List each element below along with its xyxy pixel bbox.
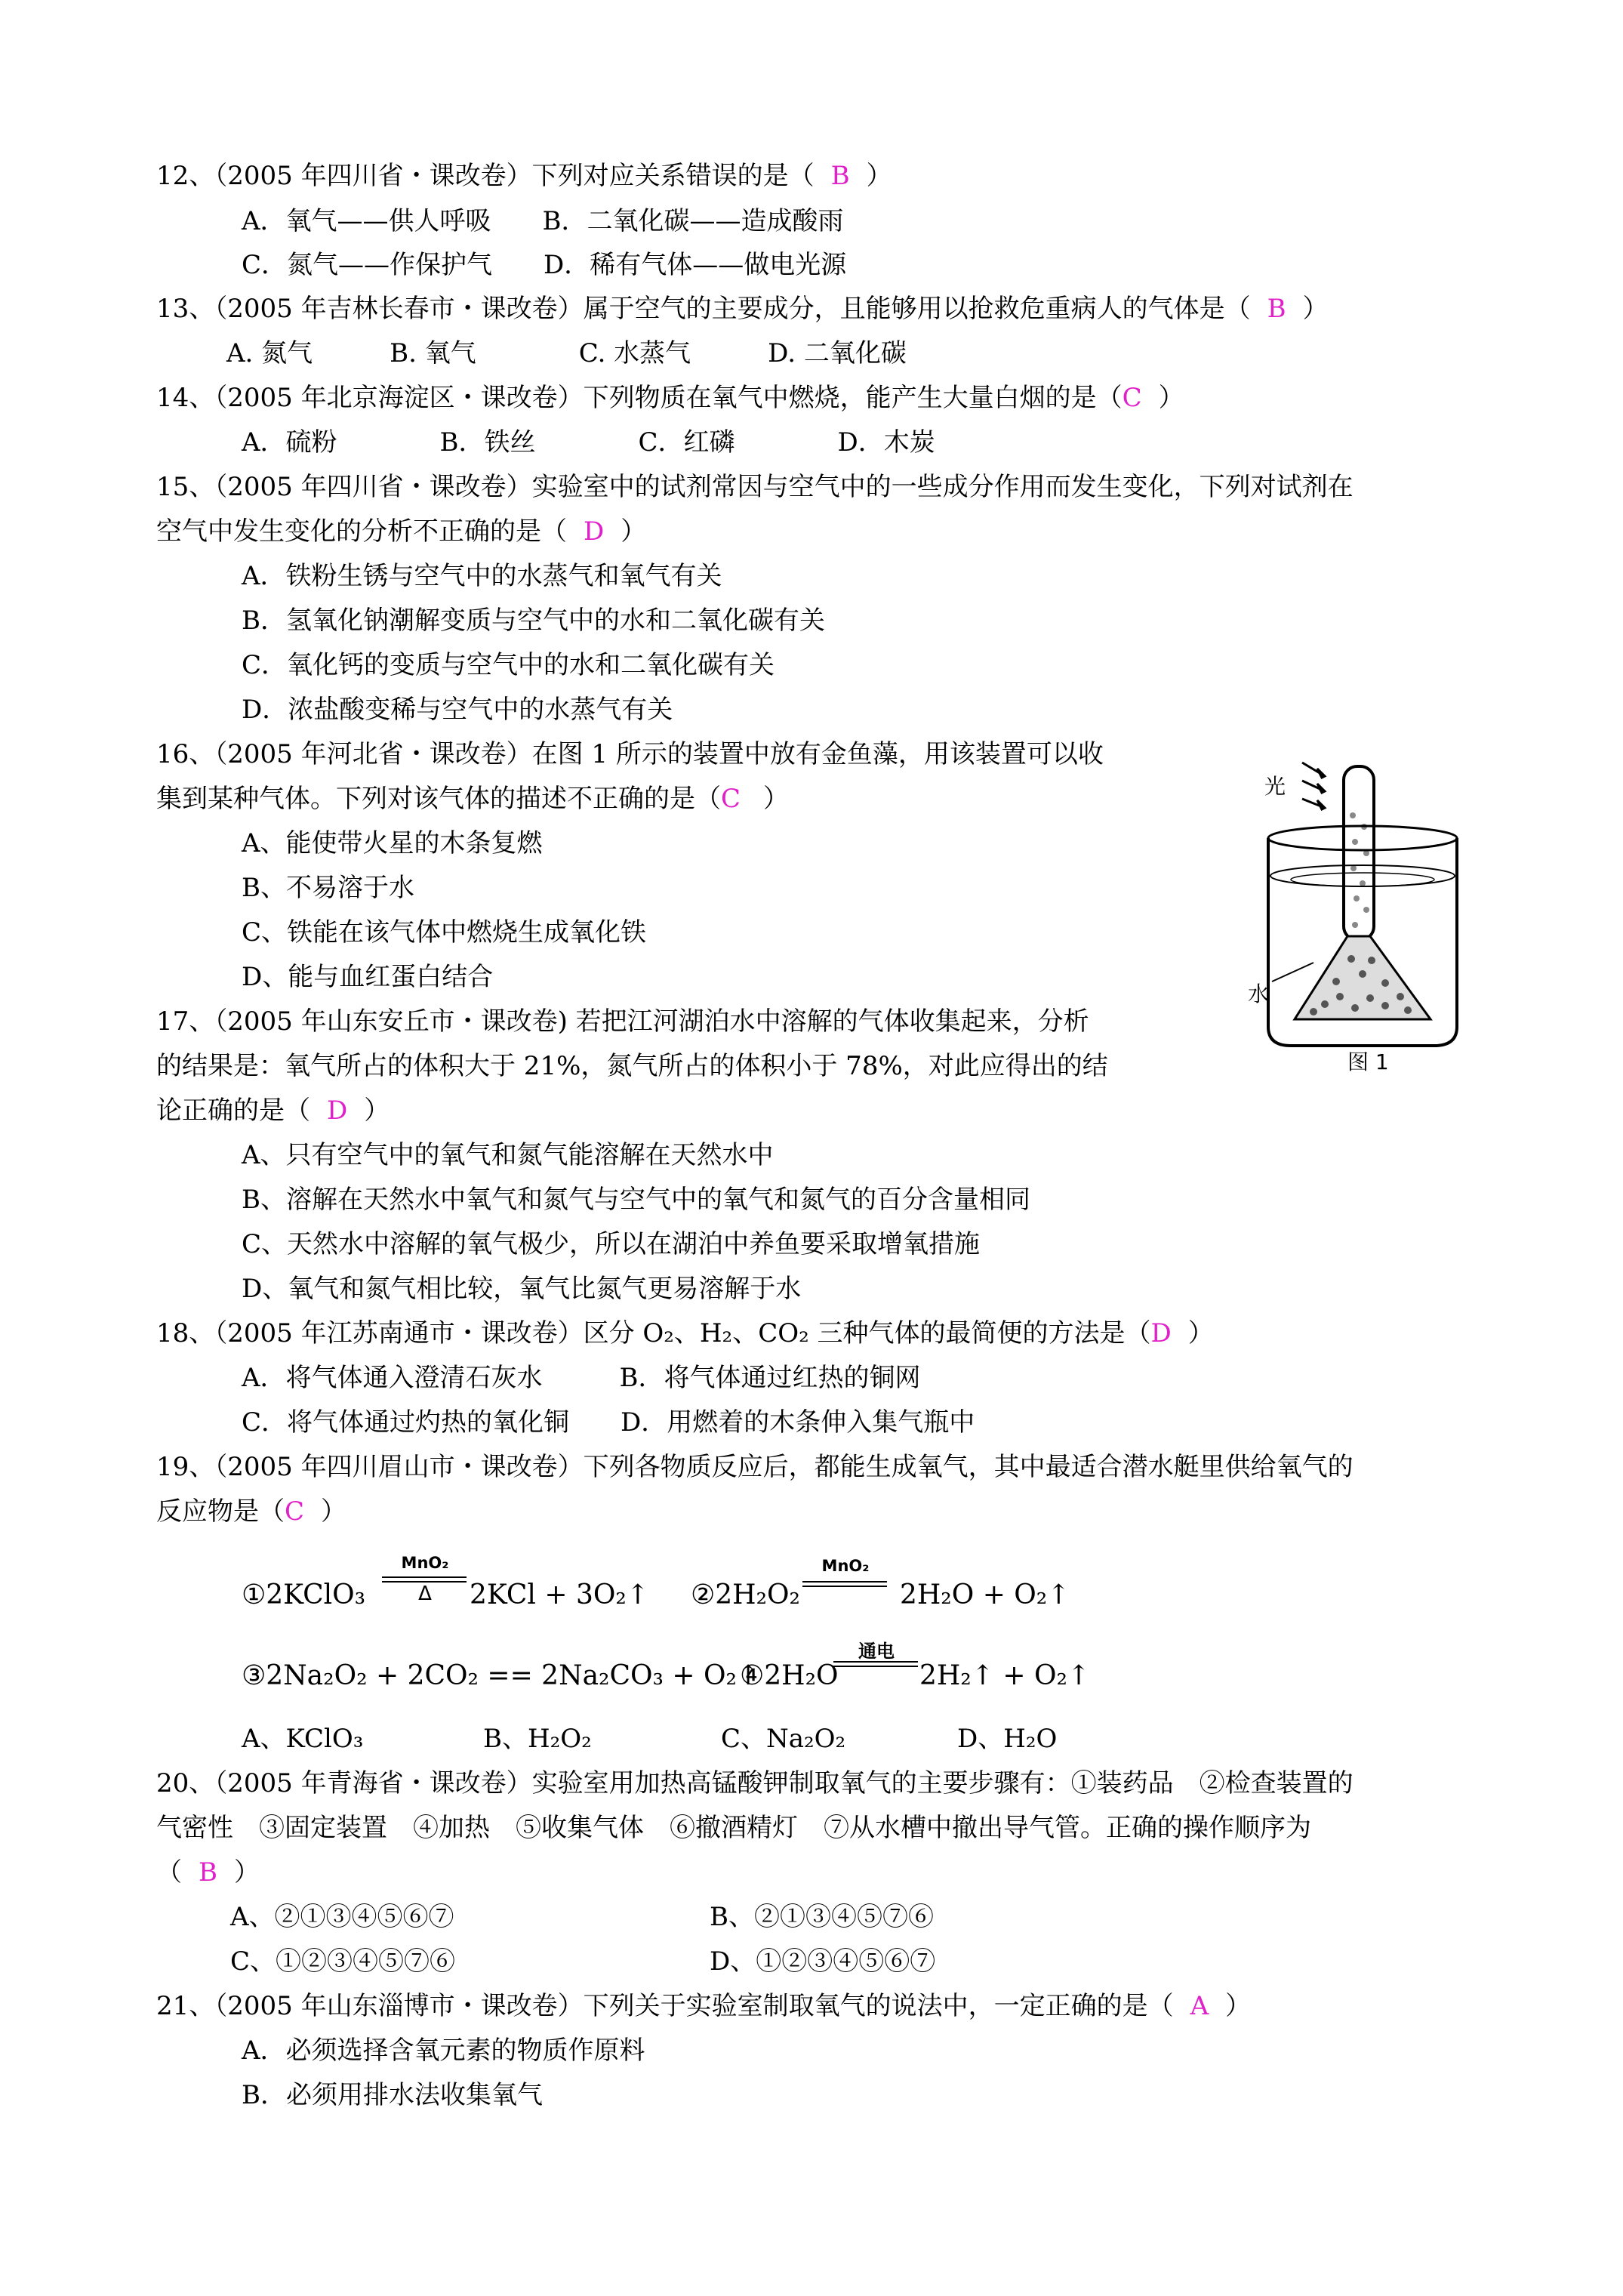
- answer-13: B: [1267, 294, 1286, 324]
- answer-21: A: [1190, 1991, 1209, 2021]
- equation-1-catalyst: MnO₂: [401, 1554, 449, 1572]
- equation-3: ③2Na₂O₂ + 2CO₂ == 2Na₂CO₃ + O₂↑: [242, 1660, 760, 1691]
- water-label: 水: [1248, 982, 1270, 1006]
- question-15-option-d: D．浓盐酸变稀与空气中的水蒸气有关: [242, 695, 673, 725]
- answer-18: D: [1150, 1318, 1172, 1348]
- question-17-stem-line3: 论正确的是（ D ）: [156, 1096, 390, 1126]
- equation-2-double-bar-top: [802, 1581, 887, 1583]
- question-20-stem-line3: （ B ）: [156, 1857, 260, 1888]
- question-16-option-a: A、能使带火星的木条复燃: [242, 828, 543, 858]
- question-13-stem: 13、（2005 年吉林长春市・课改卷）属于空气的主要成分，且能够用以抢救危重病人的气体是（ B ）: [156, 294, 1329, 324]
- question-20-stem-line2: 气密性 ③固定装置 ④加热 ⑤收集气体 ⑥撤酒精灯 ⑦从水槽中撤出导气管。正确的操作顺序为: [156, 1813, 1311, 1843]
- question-12-options-ab: A．氧气——供人呼吸 B．二氧化碳——造成酸雨: [242, 206, 844, 236]
- question-19-stem-line1: 19、（2005 年四川眉山市・课改卷）下列各物质反应后，都能生成氧气，其中最适合潜水艇里供给氧气的: [156, 1452, 1354, 1482]
- question-16-stem-line1: 16、（2005 年河北省・课改卷）在图 1 所示的装置中放有金鱼藻，用该装置可以收: [156, 739, 1104, 769]
- answer-12: B: [830, 161, 850, 191]
- question-17-option-a: A、只有空气中的氧气和氮气能溶解在天然水中: [242, 1140, 774, 1170]
- question-12-options-cd: C．氮气——作保护气 D．稀有气体——做电光源: [242, 250, 847, 280]
- figure-1-apparatus: [1249, 747, 1476, 1080]
- equation-1-left: ①2KClO₃: [242, 1579, 366, 1610]
- question-19-option-b: B、H₂O₂: [483, 1724, 592, 1754]
- question-14-options: A．硫粉 B．铁丝 C．红磷 D．木炭: [242, 427, 935, 458]
- question-16-option-d: D、能与血红蛋白结合: [242, 962, 494, 992]
- question-20-option-d: D、①②③④⑤⑥⑦: [710, 1946, 936, 1977]
- question-17-option-c: C、天然水中溶解的氧气极少，所以在湖泊中养鱼要采取增氧措施: [242, 1229, 981, 1259]
- question-17-stem-line2: 的结果是：氧气所占的体积大于 21%，氮气所占的体积小于 78%，对此应得出的结: [156, 1051, 1108, 1081]
- question-21-option-a: A．必须选择含氧元素的物质作原料: [242, 2036, 645, 2066]
- question-15-option-c: C．氧化钙的变质与空气中的水和二氧化碳有关: [242, 650, 775, 680]
- question-13-options: A. 氮气 B. 氧气 C. 水蒸气 D. 二氧化碳: [226, 338, 907, 368]
- answer-20: B: [199, 1857, 217, 1888]
- equation-4-right: 2H₂↑ + O₂↑: [919, 1660, 1091, 1691]
- question-20-stem-line1: 20、（2005 年青海省・课改卷）实验室用加热高锰酸钾制取氧气的主要步骤有：①装药品 ②检查装置的: [156, 1768, 1354, 1798]
- question-18-stem: 18、（2005 年江苏南通市・课改卷）区分 O₂、H₂、CO₂ 三种气体的最简便的方法是（D ）: [156, 1318, 1214, 1348]
- equation-1-heat: Δ: [418, 1583, 432, 1605]
- question-20-option-a: A、②①③④⑤⑥⑦: [230, 1902, 454, 1932]
- question-15-option-b: B．氢氧化钠潮解变质与空气中的水和二氧化碳有关: [242, 606, 825, 636]
- question-15-stem-line1: 15、（2005 年四川省・课改卷）实验室中的试剂常因与空气中的一些成分作用而发生变化，下列对试剂在: [156, 472, 1354, 502]
- question-19-option-a: A、KClO₃: [242, 1724, 364, 1754]
- light-label: 光: [1264, 774, 1286, 799]
- figure-caption: 图 1: [1347, 1049, 1389, 1074]
- answer-14: C: [1122, 383, 1142, 413]
- question-14-stem: 14、（2005 年北京海淀区・课改卷）下列物质在氧气中燃烧，能产生大量白烟的是（C ）: [156, 383, 1184, 413]
- question-17-option-d: D、氧气和氮气相比较，氧气比氮气更易溶解于水: [242, 1274, 802, 1304]
- equation-2-catalyst: MnO₂: [821, 1557, 870, 1575]
- question-21-stem: 21、（2005 年山东淄博市・课改卷）下列关于实验室制取氧气的说法中，一定正确的是（ A ）: [156, 1991, 1252, 2021]
- question-21-option-b: B．必须用排水法收集氧气: [242, 2080, 543, 2110]
- question-16-stem-line2: 集到某种气体。下列对该气体的描述不正确的是（C ）: [156, 784, 790, 814]
- answer-16: C: [721, 784, 741, 814]
- question-16-option-c: C、铁能在该气体中燃烧生成氧化铁: [242, 917, 647, 948]
- equation-2-right: 2H₂O + O₂↑: [900, 1579, 1070, 1610]
- equation-4-left: ④2H₂O: [740, 1660, 839, 1691]
- equation-4-double-bar-top: [833, 1661, 918, 1663]
- question-16-option-b: B、不易溶于水: [242, 873, 414, 903]
- question-19-stem-line2: 反应物是（C ）: [156, 1496, 347, 1527]
- question-20-option-b: B、②①③④⑤⑦⑥: [710, 1902, 934, 1932]
- light-arrows-icon: [1302, 763, 1325, 809]
- answer-17: D: [327, 1096, 348, 1126]
- answer-19: C: [285, 1496, 305, 1527]
- equation-4-condition: 通电: [858, 1641, 895, 1662]
- equation-2-double-bar-bottom: [802, 1586, 887, 1587]
- question-20-option-c: C、①②③④⑤⑦⑥: [230, 1946, 456, 1977]
- question-18-options-cd: C．将气体通过灼热的氧化铜 D．用燃着的木条伸入集气瓶中: [242, 1407, 975, 1438]
- question-15-option-a: A．铁粉生锈与空气中的水蒸气和氧气有关: [242, 561, 722, 591]
- question-18-options-ab: A．将气体通入澄清石灰水 B．将气体通过红热的铜网: [242, 1363, 921, 1393]
- question-19-option-c: C、Na₂O₂: [721, 1724, 846, 1754]
- equation-1-right: 2KCl + 3O₂↑: [470, 1579, 649, 1610]
- question-17-stem-line1: 17、（2005 年山东安丘市・课改卷) 若把江河湖泊水中溶解的气体收集起来，分析: [156, 1006, 1089, 1037]
- equation-1-double-bar-top: [382, 1576, 467, 1578]
- question-17-option-b: B、溶解在天然水中氧气和氮气与空气中的氧气和氮气的百分含量相同: [242, 1185, 1030, 1215]
- equation-2-left: ②2H₂O₂: [691, 1579, 800, 1610]
- answer-15: D: [584, 516, 605, 547]
- question-15-stem-line2: 空气中发生变化的分析不正确的是（ D ）: [156, 516, 647, 547]
- equation-4-double-bar-bottom: [833, 1666, 918, 1667]
- question-19-option-d: D、H₂O: [957, 1724, 1058, 1754]
- question-12-stem: 12、（2005 年四川省・课改卷）下列对应关系错误的是（ B ）: [156, 161, 892, 191]
